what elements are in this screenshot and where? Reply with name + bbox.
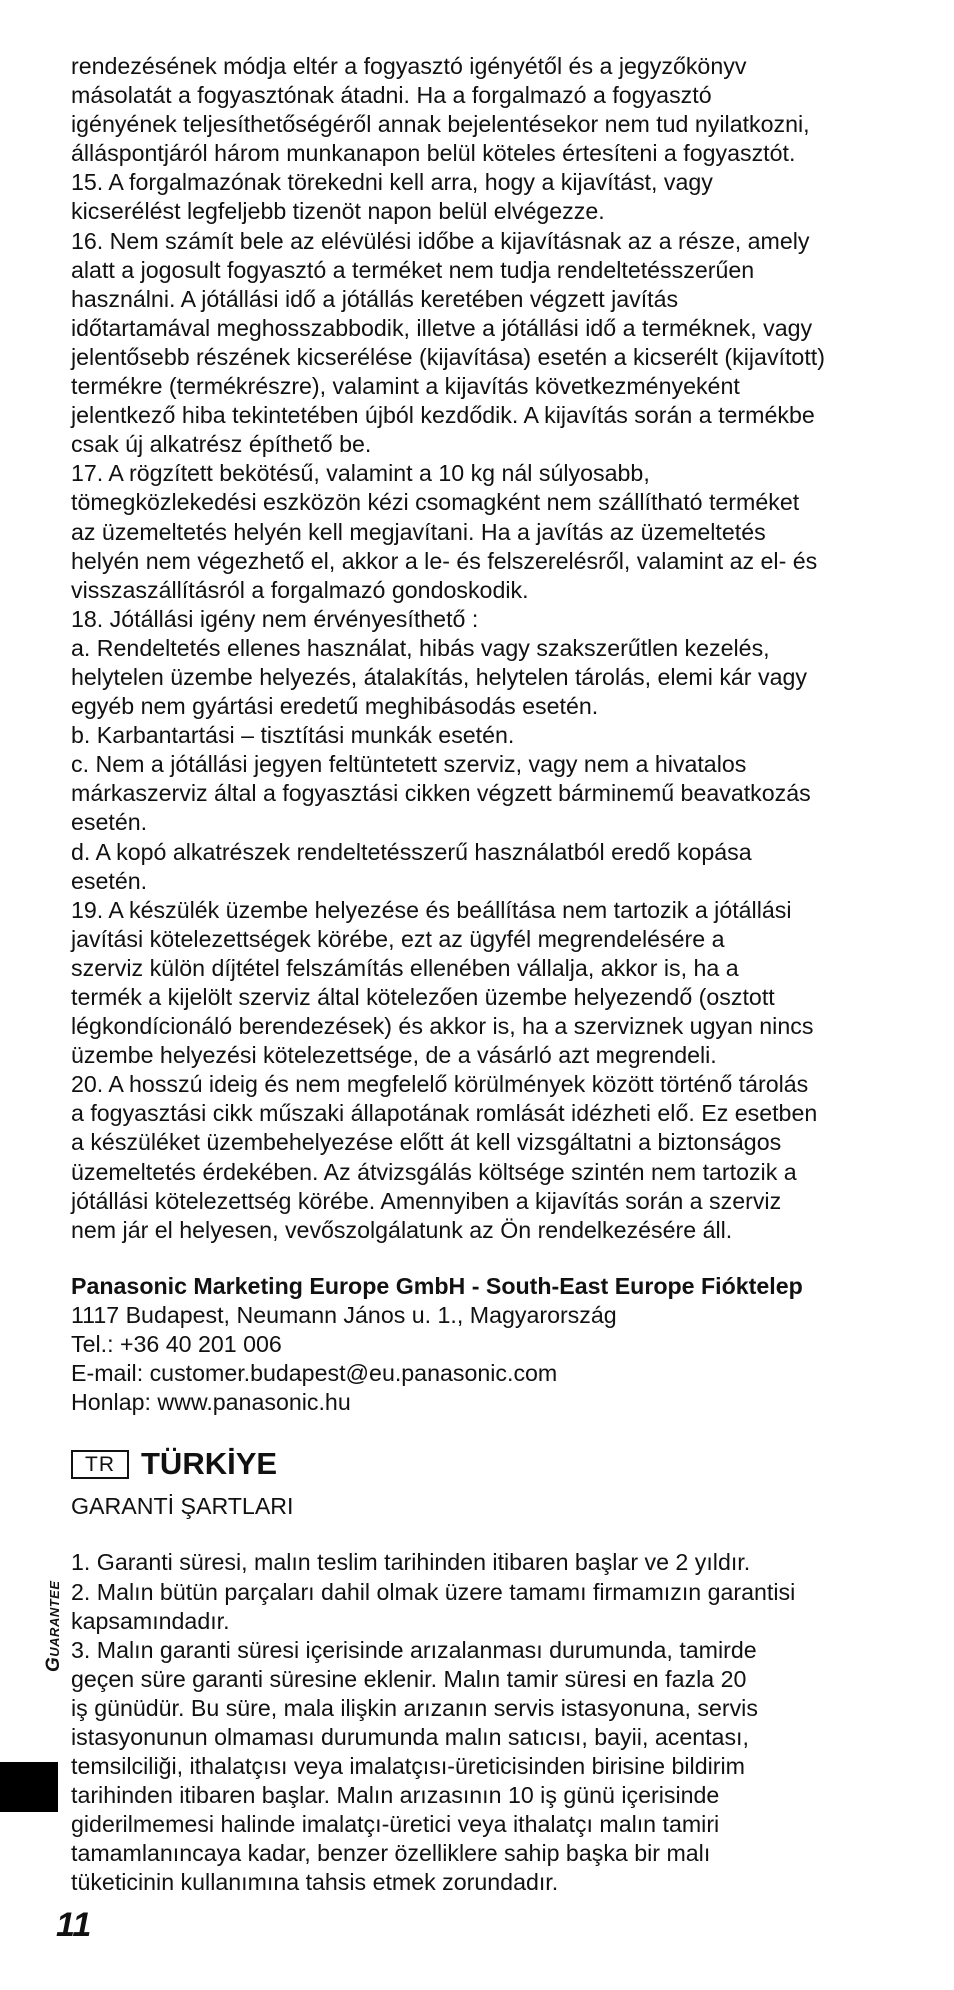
text-line: termék a kijelölt szerviz által kötelezően üzembe helyezendő (osztott bbox=[71, 984, 775, 1010]
text-line: a fogyasztási cikk műszaki állapotának romlását idézheti elő. Ez esetben bbox=[71, 1100, 818, 1127]
section-subtitle: GARANTİ ŞARTLARI bbox=[71, 1493, 294, 1520]
text-line: tömegközlekedési eszközön kézi csomagként nem szállítható terméket bbox=[71, 489, 800, 516]
side-tab-marker bbox=[0, 1762, 58, 1812]
text-line: egyéb nem gyártási eredetű meghibásodás esetén. bbox=[71, 693, 599, 720]
spacer bbox=[71, 1245, 889, 1272]
text-line: légkondícionáló berendezések) és akkor is, ha a szerviznek ugyan nincs bbox=[71, 1013, 814, 1040]
text-line: tarihinden itibaren başlar. Malın arızasının 10 iş günü içerisinde bbox=[71, 1782, 720, 1809]
text-line: temsilciliği, ithalatçısı veya imalatçısı-üreticisinden birisine bildirim bbox=[71, 1753, 745, 1780]
hu-guarantee-text bbox=[71, 52, 889, 1245]
section-heading-tr bbox=[71, 1444, 889, 1484]
text-line: 15. A forgalmazónak törekedni kell arra, hogy a kijavítást, vagy bbox=[71, 169, 713, 196]
side-tab-text: Guarantee bbox=[43, 1580, 64, 1672]
page-number: 11 bbox=[56, 1906, 92, 1944]
text-line: 19. A készülék üzembe helyezése és beállítása nem tartozik a jótállási bbox=[71, 896, 792, 923]
side-tab-label bbox=[43, 1552, 65, 1672]
company-address: 1117 Budapest, Neumann János u. 1., Magyarország bbox=[71, 1301, 617, 1328]
text-line: istasyonunun olmaması durumunda malın satıcısı, bayii, acentası, bbox=[71, 1723, 749, 1750]
page-content bbox=[71, 52, 889, 1898]
text-line: álláspontjáról három munkanapon belül köteles értesíteni a fogyasztót. bbox=[71, 140, 796, 167]
text-line: jelentkező hiba tekintetében újból kezdődik. A kijavítás során a termékbe bbox=[71, 402, 815, 429]
text-line: igényének teljesíthetőségéről annak bejelentésekor nem tud nyilatkozni, bbox=[71, 111, 810, 138]
text-line: az üzemeltetés helyén kell megjavítani. Ha a javítás az üzemeltetés bbox=[71, 518, 766, 545]
text-line: jelentősebb részének kicserélése (kijavítása) esetén a kicserélt (kijavított) bbox=[71, 343, 825, 370]
text-line: üzemeltetés érdekében. Az átvizsgálás költsége szintén nem tartozik a bbox=[71, 1158, 797, 1185]
text-line: termékre (termékrészre), valamint a kijavítás következményeként bbox=[71, 373, 740, 400]
text-line: d. A kopó alkatrészek rendeltetésszerű használatból eredő kopása bbox=[71, 838, 752, 865]
text-line: 2. Malın bütün parçaları dahil olmak üzere tamamı firmamızın garantisi bbox=[71, 1578, 796, 1605]
country-code-badge: TR bbox=[71, 1450, 129, 1479]
text-line: esetén. bbox=[71, 867, 148, 894]
spacer bbox=[71, 1521, 889, 1548]
text-line: alatt a jogosult fogyasztó a terméket nem tudja rendeltetésszerűen bbox=[71, 256, 755, 283]
company-phone: Tel.: +36 40 201 006 bbox=[71, 1331, 282, 1358]
text-line: iş günüdür. Bu süre, mala ilişkin arızanın servis istasyonuna, servis bbox=[71, 1694, 758, 1721]
text-line: szerviz külön díjtétel felszámítás ellenében vállalja, akkor is, ha a bbox=[71, 954, 739, 981]
text-line: csak új alkatrész építhető be. bbox=[71, 431, 372, 458]
text-line: helytelen üzembe helyezés, átalakítás, helytelen tárolás, elemi kár vagy bbox=[71, 663, 807, 690]
text-line: tüketicinin kullanımına tahsis etmek zorundadır. bbox=[71, 1869, 559, 1896]
text-line: visszaszállításról a forgalmazó gondoskodik. bbox=[71, 576, 529, 603]
text-line: márkaszerviz által a fogyasztási cikken végzett bárminemű beavatkozás bbox=[71, 780, 811, 807]
text-line: 18. Jótállási igény nem érvényesíthető : bbox=[71, 605, 479, 632]
text-line: jótállási kötelezettség körébe. Amennyiben a kijavítás során a szerviz bbox=[71, 1187, 782, 1214]
text-line: esetén. bbox=[71, 809, 148, 836]
text-line: rendezésének módja eltér a fogyasztó igényétől és a jegyzőkönyv bbox=[71, 53, 747, 79]
text-line: giderilmemesi halinde imalatçı-üretici veya ithalatçı malın tamiri bbox=[71, 1811, 720, 1838]
company-website: Honlap: www.panasonic.hu bbox=[71, 1389, 351, 1416]
text-line: a. Rendeltetés ellenes használat, hibás vagy szakszerűtlen kezelés, bbox=[71, 634, 770, 661]
text-line: időtartamával meghosszabbodik, illetve a jótállási idő a terméknek, vagy bbox=[71, 314, 813, 341]
text-line: c. Nem a jótállási jegyen feltüntetett szerviz, vagy nem a hivatalos bbox=[71, 751, 747, 778]
tr-guarantee-text bbox=[71, 1548, 889, 1897]
text-line: másolatát a fogyasztónak átadni. Ha a forgalmazó a fogyasztó bbox=[71, 82, 712, 109]
text-line: 20. A hosszú ideig és nem megfelelő körülmények között történő tárolás bbox=[71, 1071, 809, 1098]
text-line: helyén nem végezhető el, akkor a le- és felszerelésről, valamint az el- és bbox=[71, 547, 818, 574]
contact-block bbox=[71, 1272, 889, 1417]
text-line: használni. A jótállási idő a jótállás keretében végzett javítás bbox=[71, 285, 679, 312]
company-name: Panasonic Marketing Europe GmbH - South-East Europe Fióktelep bbox=[71, 1272, 803, 1299]
text-line: a készüléket üzembehelyezése előtt át kell vizsgáltatni a biztonságos bbox=[71, 1129, 782, 1156]
text-line: kapsamındadır. bbox=[71, 1607, 230, 1634]
company-email: E-mail: customer.budapest@eu.panasonic.com bbox=[71, 1360, 558, 1387]
text-line: javítási kötelezettségek körébe, ezt az ügyfél megrendelésére a bbox=[71, 925, 725, 952]
text-line: 17. A rögzített bekötésű, valamint a 10 kg nál súlyosabb, bbox=[71, 460, 650, 487]
text-line: tamamlanıncaya kadar, benzer özelliklere sahip başka bir malı bbox=[71, 1840, 711, 1867]
text-line: kicserélést legfeljebb tizenöt napon belül elvégezze. bbox=[71, 198, 605, 225]
text-line: nem jár el helyesen, vevőszolgálatunk az Ön rendelkezésére áll. bbox=[71, 1216, 733, 1243]
text-line: 16. Nem számít bele az elévülési időbe a kijavításnak az a része, amely bbox=[71, 227, 810, 254]
country-name: TÜRKİYE bbox=[141, 1446, 278, 1482]
text-line: b. Karbantartási – tisztítási munkák esetén. bbox=[71, 722, 515, 749]
text-line: üzembe helyezési kötelezettsége, de a vásárló azt megrendeli. bbox=[71, 1042, 717, 1069]
text-line: 1. Garanti süresi, malın teslim tarihinden itibaren başlar ve 2 yıldır. bbox=[71, 1549, 751, 1576]
text-line: geçen süre garanti süresine eklenir. Malın tamir süresi en fazla 20 bbox=[71, 1665, 747, 1692]
text-line: 3. Malın garanti süresi içerisinde arızalanması durumunda, tamirde bbox=[71, 1636, 757, 1663]
